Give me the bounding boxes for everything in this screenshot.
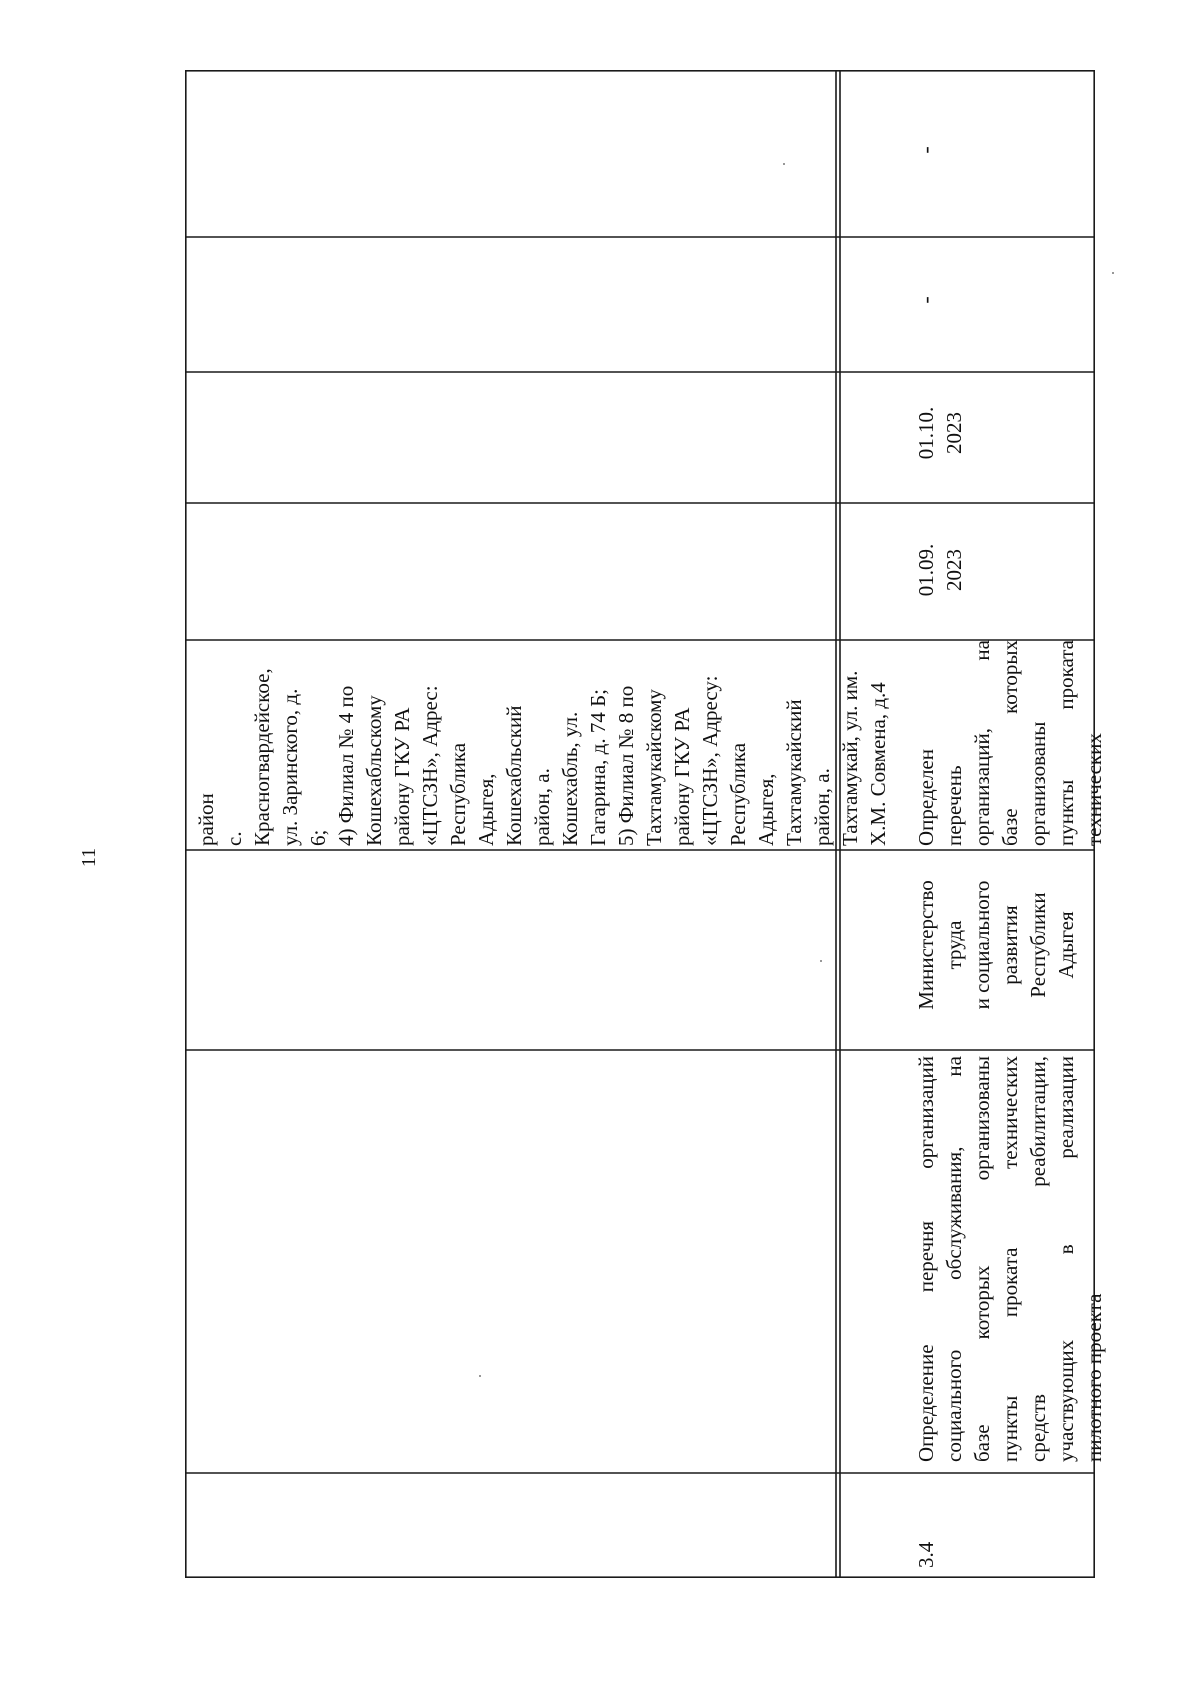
responsible-line: и социального [970,880,994,1010]
address-line: Тахтамукайскому [642,689,666,846]
scan-speck [1112,272,1114,274]
address-line: «ЦТСЗН», Адресу: [698,675,722,846]
address-line: 6; [306,829,330,846]
scan-speck [783,163,785,165]
address-line: Адыгея, [474,773,498,846]
address-line: Кошехабльский [502,705,526,846]
result-line: организованы [1026,721,1050,846]
address-line: ул. Заринского, д. [278,688,302,846]
responsible-line: Министерство [914,880,938,1010]
task-line: участвующих в реализации [1054,1056,1078,1462]
address-line: Республика [726,742,750,846]
end-date-cell-text [912,370,968,496]
address-line: району ГКУ РА [670,707,694,846]
task-line: пилотного проекта [1082,1293,1106,1462]
result-line: технических [1082,733,1106,846]
task-cell-text [912,1056,1108,1462]
address-line: район, а. [530,768,554,846]
address-line: Х.М. Совмена, д.4 [866,682,890,846]
address-line: Кошехабль, ул. [558,711,582,846]
row-number: 3.4 [914,1541,938,1568]
cell-dash-col8: - [913,146,938,154]
address-line: Адыгея, [754,773,778,846]
result-line: базе которых [998,640,1022,846]
address-line: Тахтамукайский [782,699,806,846]
responsible-line: Республики [1026,892,1050,998]
address-cell-text [192,640,892,846]
address-line: Красногвардейское, [250,668,274,846]
cell-dash-col7: - [913,296,938,304]
result-line: перечень [942,765,966,846]
scan-speck [820,960,822,962]
address-line: 4) Филиал № 4 по [334,685,358,846]
end-date-line: 2023 [942,412,966,454]
responsible-line: Адыгея [1054,911,1078,979]
address-line: Республика [446,742,470,846]
task-line: социального обслуживания, на [942,1056,966,1462]
responsible-line: труда [942,920,966,970]
start-date-line: 01.09. [914,543,938,597]
address-line: району ГКУ РА [390,707,414,846]
page-number: 11 [78,847,101,868]
end-date-line: 01.10. [914,406,938,460]
address-line: Кошехабльскому [362,695,386,846]
scan-speck [479,1375,481,1377]
task-line: Определение перечня организаций [914,1056,938,1462]
task-line: средств реабилитации, [1026,1056,1050,1462]
result-line: организаций, на [970,640,994,846]
responsible-cell-text [912,850,1080,1040]
task-line: пункты проката технических [998,1056,1022,1462]
start-date-cell-text [912,506,968,634]
address-line: «ЦТСЗН», Адрес: [418,685,442,846]
result-cell-text [912,640,1108,846]
start-date-line: 2023 [942,549,966,591]
address-line: район, а. [810,768,834,846]
address-line: 5) Филиал № 8 по [614,685,638,846]
result-line: пункты проката [1054,640,1078,846]
responsible-line: развития [998,905,1022,985]
result-line: Определен [914,749,938,846]
address-line: район [194,793,218,846]
task-line: базе которых организованы [970,1056,994,1462]
address-line: с. [222,831,246,846]
address-line: Тахтамукай, ул. им. [838,670,862,846]
address-line: Гагарина, д. 74 Б; [586,689,610,846]
